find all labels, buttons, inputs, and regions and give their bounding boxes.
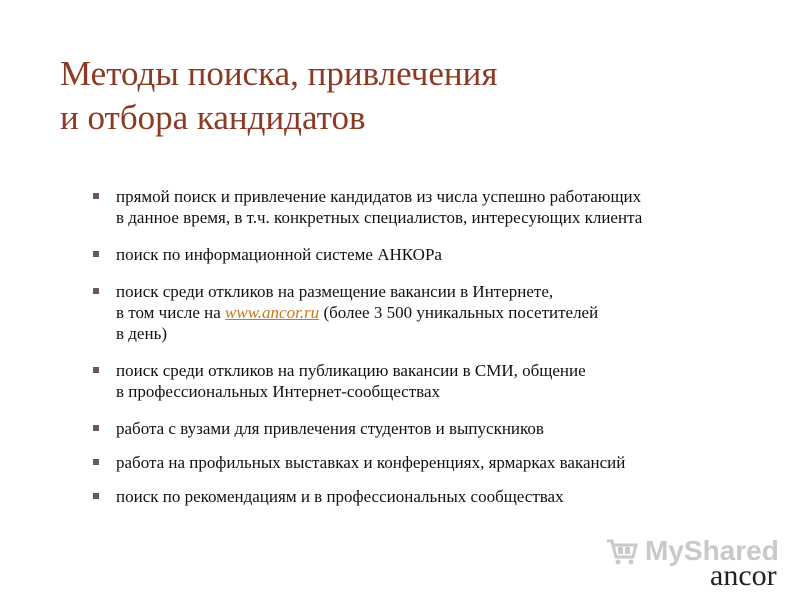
list-item-text: работа на профильных выставках и конференциях, ярмарках вакансий (116, 453, 626, 472)
list-item (92, 418, 752, 439)
list-item-text: в профессиональных Интернет-сообществах (116, 382, 441, 401)
square-bullet-icon (93, 251, 99, 257)
list-item-text: в данное время, в т.ч. конкретных специалистов, интересующих клиента (116, 208, 643, 227)
list-item-text-with-link (116, 302, 752, 323)
list-item-text: поиск по информационной системе АНКОРа (116, 245, 442, 264)
list-item-text: в день) (116, 324, 167, 343)
ancor-site-link[interactable]: www.ancor.ru (225, 303, 320, 322)
list-item-text: в том числе на (116, 303, 226, 322)
square-bullet-icon (93, 425, 99, 431)
list-item-text: (более 3 500 уникальных посетителей (319, 303, 599, 322)
square-bullet-icon (93, 493, 99, 499)
page-title (60, 52, 760, 140)
list-item (92, 452, 752, 473)
square-bullet-icon (93, 193, 99, 199)
square-bullet-icon (93, 459, 99, 465)
bullet-list (92, 186, 752, 520)
list-item (92, 186, 752, 228)
square-bullet-icon (93, 367, 99, 373)
list-item (92, 360, 752, 402)
list-item (92, 281, 752, 344)
list-item-text: прямой поиск и привлечение кандидатов из числа успешно работающих (116, 187, 642, 206)
shopping-cart-icon (605, 537, 639, 567)
list-item (92, 244, 752, 265)
list-item (92, 486, 752, 507)
list-item-text: поиск по рекомендациям и в профессиональных сообществах (116, 487, 564, 506)
watermark-text: MyShared (645, 535, 779, 566)
ancor-logo: ancor (710, 559, 777, 592)
square-bullet-icon (93, 288, 99, 294)
title-line-1: Методы поиска, привлечения (60, 54, 498, 93)
list-item-text: поиск среди откликов на публикацию вакансии в СМИ, общение (116, 361, 586, 380)
list-item-text: поиск среди откликов на размещение вакансии в Интернете, (116, 282, 554, 301)
list-item-text: работа с вузами для привлечения студентов и выпускников (116, 419, 544, 438)
title-line-2: и отбора кандидатов (60, 98, 366, 137)
